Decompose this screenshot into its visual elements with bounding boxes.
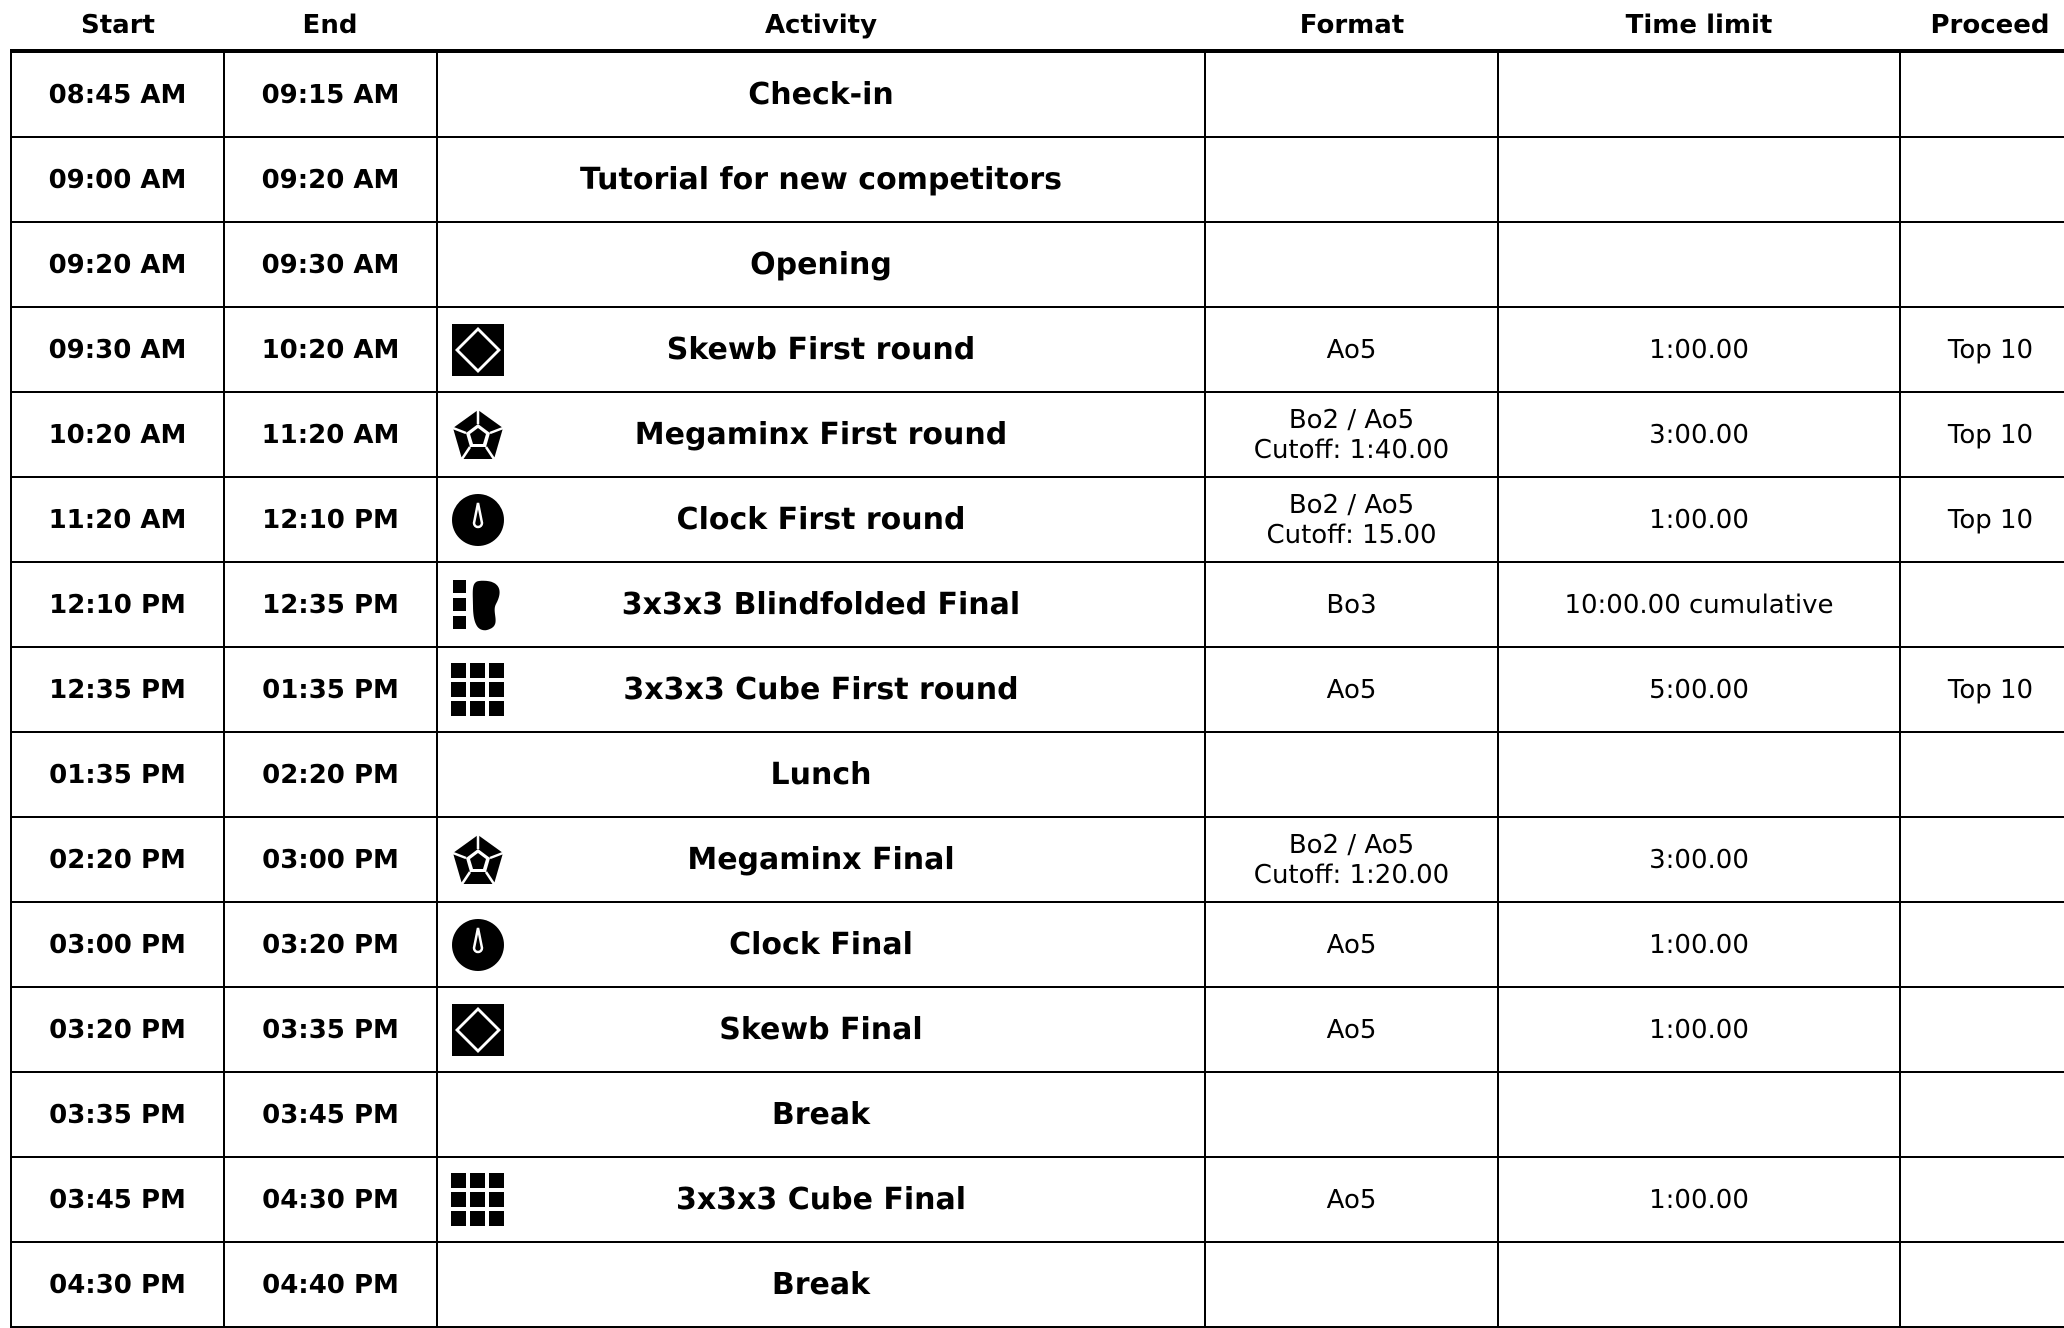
table-row	[11, 222, 2064, 307]
proceed-cell	[1900, 987, 2064, 1072]
time-limit-cell	[1498, 1072, 1900, 1157]
time-limit-cell	[1498, 732, 1900, 817]
proceed-cell	[1900, 1242, 2064, 1327]
end-time-cell: 12:35 PM	[224, 562, 437, 647]
end-time-cell: 03:35 PM	[224, 987, 437, 1072]
start-time-cell: 09:00 AM	[11, 137, 224, 222]
table-row	[11, 647, 2064, 732]
header-format: Format	[1299, 10, 1405, 40]
start-time-cell: 09:20 AM	[11, 222, 224, 307]
start-time-cell: 12:10 PM	[11, 562, 224, 647]
format-cell	[1205, 987, 1498, 1072]
table-row	[11, 52, 2064, 137]
format-line: Ao5	[1326, 334, 1377, 365]
skewb-icon	[451, 323, 505, 377]
time-limit-cell: 5:00.00	[1498, 647, 1900, 732]
start-time-cell: 01:35 PM	[11, 732, 224, 817]
start-time-cell: 08:45 AM	[11, 52, 224, 137]
format-line: Cutoff: 1:40.00	[1253, 434, 1450, 465]
activity-cell	[437, 477, 1205, 562]
proceed-cell: Top 10	[1900, 307, 2064, 392]
header-start: Start	[81, 10, 155, 40]
format-line: Bo2 / Ao5	[1288, 404, 1415, 435]
table-row	[11, 562, 2064, 647]
activity-name: Clock First round	[676, 502, 966, 537]
table-row	[11, 1157, 2064, 1242]
activity-cell	[437, 137, 1205, 222]
format-cell	[1205, 477, 1498, 562]
format-cell	[1205, 902, 1498, 987]
table-row	[11, 307, 2064, 392]
proceed-cell	[1900, 1157, 2064, 1242]
megaminx-icon	[451, 408, 505, 462]
activity-cell	[437, 817, 1205, 902]
start-time-cell: 09:30 AM	[11, 307, 224, 392]
format-cell	[1205, 1242, 1498, 1327]
header-end: End	[302, 10, 358, 40]
format-line: Bo2 / Ao5	[1288, 829, 1415, 860]
proceed-cell	[1900, 52, 2064, 137]
format-cell	[1205, 562, 1498, 647]
start-time-cell: 03:00 PM	[11, 902, 224, 987]
format-line: Ao5	[1326, 674, 1377, 705]
proceed-cell	[1900, 562, 2064, 647]
proceed-cell: Top 10	[1900, 392, 2064, 477]
activity-name: Skewb Final	[719, 1012, 923, 1047]
activity-cell	[437, 52, 1205, 137]
header-proceed: Proceed	[1930, 10, 2050, 40]
proceed-cell	[1900, 902, 2064, 987]
format-line: Ao5	[1326, 929, 1377, 960]
format-cell	[1205, 817, 1498, 902]
activity-name: Break	[771, 1097, 871, 1132]
activity-name: 3x3x3 Cube First round	[623, 672, 1019, 707]
end-time-cell: 03:20 PM	[224, 902, 437, 987]
table-row	[11, 732, 2064, 817]
format-cell	[1205, 392, 1498, 477]
time-limit-cell: 1:00.00	[1498, 987, 1900, 1072]
activity-name: Opening	[750, 247, 892, 282]
proceed-cell	[1900, 732, 2064, 817]
format-line: Bo2 / Ao5	[1288, 489, 1415, 520]
time-limit-cell	[1498, 52, 1900, 137]
activity-cell	[437, 307, 1205, 392]
format-cell	[1205, 307, 1498, 392]
format-line: Cutoff: 15.00	[1266, 519, 1437, 550]
cube-333-icon	[451, 663, 505, 717]
start-time-cell: 04:30 PM	[11, 1242, 224, 1327]
time-limit-cell: 3:00.00	[1498, 817, 1900, 902]
table-row	[11, 1072, 2064, 1157]
time-limit-cell	[1498, 137, 1900, 222]
activity-cell	[437, 562, 1205, 647]
end-time-cell: 11:20 AM	[224, 392, 437, 477]
end-time-cell: 03:45 PM	[224, 1072, 437, 1157]
format-line: Ao5	[1326, 1184, 1377, 1215]
cube-333-icon	[451, 1173, 505, 1227]
start-time-cell: 10:20 AM	[11, 392, 224, 477]
start-time-cell: 03:45 PM	[11, 1157, 224, 1242]
activity-cell	[437, 902, 1205, 987]
activity-cell	[437, 732, 1205, 817]
format-cell	[1205, 1157, 1498, 1242]
activity-name: Lunch	[770, 757, 872, 792]
activity-cell	[437, 1157, 1205, 1242]
activity-cell	[437, 1072, 1205, 1157]
table-row	[11, 987, 2064, 1072]
end-time-cell: 03:00 PM	[224, 817, 437, 902]
start-time-cell: 02:20 PM	[11, 817, 224, 902]
activity-name: Megaminx Final	[687, 842, 955, 877]
format-cell	[1205, 222, 1498, 307]
schedule-table	[10, 51, 2064, 1328]
proceed-cell: Top 10	[1900, 647, 2064, 732]
time-limit-cell: 10:00.00 cumulative	[1498, 562, 1900, 647]
table-row	[11, 137, 2064, 222]
time-limit-cell: 3:00.00	[1498, 392, 1900, 477]
time-limit-cell: 1:00.00	[1498, 477, 1900, 562]
proceed-cell	[1900, 137, 2064, 222]
activity-name: 3x3x3 Cube Final	[675, 1182, 967, 1217]
format-line: Cutoff: 1:20.00	[1253, 859, 1450, 890]
clock-icon	[451, 493, 505, 547]
activity-name: Break	[771, 1267, 871, 1302]
blindfolded-icon	[451, 578, 505, 632]
table-row	[11, 477, 2064, 562]
end-time-cell: 09:15 AM	[224, 52, 437, 137]
table-row	[11, 817, 2064, 902]
start-time-cell: 03:35 PM	[11, 1072, 224, 1157]
format-cell	[1205, 52, 1498, 137]
end-time-cell: 12:10 PM	[224, 477, 437, 562]
proceed-cell	[1900, 817, 2064, 902]
activity-name: Clock Final	[729, 927, 913, 962]
format-line: Ao5	[1326, 1014, 1377, 1045]
end-time-cell: 02:20 PM	[224, 732, 437, 817]
header-activity: Activity	[764, 10, 878, 40]
format-cell	[1205, 732, 1498, 817]
time-limit-cell	[1498, 1242, 1900, 1327]
activity-cell	[437, 647, 1205, 732]
table-row	[11, 902, 2064, 987]
megaminx-icon	[451, 833, 505, 887]
table-row	[11, 392, 2064, 477]
activity-name: Skewb First round	[666, 332, 976, 367]
activity-name: Check-in	[748, 77, 894, 112]
proceed-cell: Top 10	[1900, 477, 2064, 562]
time-limit-cell	[1498, 222, 1900, 307]
proceed-cell	[1900, 1072, 2064, 1157]
time-limit-cell: 1:00.00	[1498, 307, 1900, 392]
start-time-cell: 03:20 PM	[11, 987, 224, 1072]
table-header	[0, 0, 2064, 51]
activity-name: 3x3x3 Blindfolded Final	[621, 587, 1021, 622]
format-cell	[1205, 647, 1498, 732]
header-time-limit: Time limit	[1625, 10, 1773, 40]
time-limit-cell: 1:00.00	[1498, 902, 1900, 987]
clock-icon	[451, 918, 505, 972]
activity-name: Megaminx First round	[634, 417, 1008, 452]
activity-cell	[437, 222, 1205, 307]
format-cell	[1205, 137, 1498, 222]
activity-cell	[437, 1242, 1205, 1327]
start-time-cell: 11:20 AM	[11, 477, 224, 562]
start-time-cell: 12:35 PM	[11, 647, 224, 732]
skewb-icon	[451, 1003, 505, 1057]
time-limit-cell: 1:00.00	[1498, 1157, 1900, 1242]
end-time-cell: 10:20 AM	[224, 307, 437, 392]
schedule-body	[11, 52, 2064, 1327]
end-time-cell: 04:40 PM	[224, 1242, 437, 1327]
activity-cell	[437, 987, 1205, 1072]
format-cell	[1205, 1072, 1498, 1157]
end-time-cell: 04:30 PM	[224, 1157, 437, 1242]
table-row	[11, 1242, 2064, 1327]
activity-cell	[437, 392, 1205, 477]
end-time-cell: 09:20 AM	[224, 137, 437, 222]
end-time-cell: 01:35 PM	[224, 647, 437, 732]
proceed-cell	[1900, 222, 2064, 307]
format-line: Bo3	[1326, 589, 1377, 620]
activity-name: Tutorial for new competitors	[580, 162, 1062, 197]
end-time-cell: 09:30 AM	[224, 222, 437, 307]
